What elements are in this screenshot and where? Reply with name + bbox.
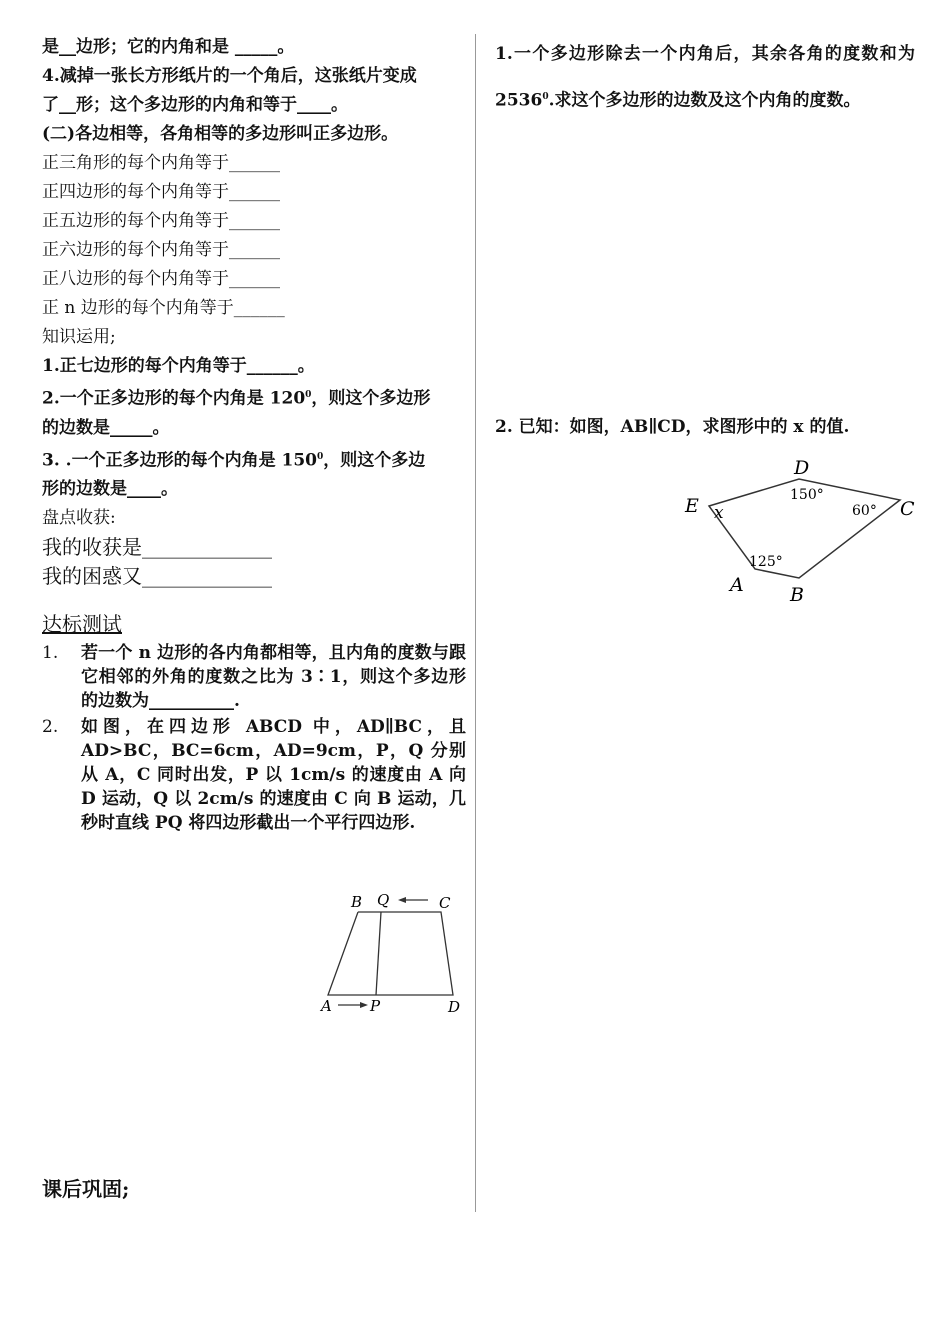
trapezoid-figure — [318, 888, 468, 1018]
label-a: A — [321, 997, 332, 1015]
label-d: D — [448, 998, 461, 1016]
knowledge-title: 知识运用; — [42, 327, 116, 347]
knowledge-q3: 3. .一个正多边形的每个内角是 $150^0$，则这个多边 — [42, 450, 426, 471]
right-column — [495, 33, 915, 606]
segment-pq — [376, 912, 381, 995]
line-cut-corner-1: 4.减掉一张长方形纸片的一个角后，这张纸片变成 — [42, 66, 417, 86]
label-b: B — [790, 584, 804, 606]
label-c: C — [439, 894, 451, 912]
pentagon-figure — [678, 458, 918, 613]
test-title: 达标测试 — [42, 612, 122, 637]
line-ngon-angle: 正 n 边形的每个内角等于______ — [42, 298, 285, 318]
line-pentagon-angle: 正五边形的每个内角等于______ — [42, 211, 280, 231]
line-square-angle: 正四边形的每个内角等于______ — [42, 182, 280, 202]
test-q1: 1. 若一个 n 边形的各内角都相等，且内角的度数与跟它相邻的外角的度数之比为 3∶1，则这个多边形的边数为__________. — [42, 643, 466, 712]
knowledge-q3-line2: 形的边数是____。 — [42, 479, 178, 500]
my-confusion: 我的困惑又_____________ — [42, 564, 272, 589]
column-divider — [475, 34, 476, 1212]
my-gain: 我的收获是_____________ — [42, 535, 272, 560]
line-polygon-sides: 是__边形；它的内角和是 _____。 — [42, 37, 295, 57]
right-q2: 2. 已知：如图，AB∥CD，求图形中的 x 的值. — [495, 417, 850, 437]
label-x: x — [714, 503, 724, 523]
knowledge-q1: 1.正七边形的每个内角等于______。 — [42, 356, 315, 376]
label-p: P — [370, 997, 381, 1015]
right-q1: 1.一个多边形除去一个内角后，其余各角的度数和为 2536$^0$.求这个多边形的边数及这个内角的度数。 — [495, 44, 915, 111]
angle-a: 125° — [749, 554, 783, 570]
angle-c: 60° — [852, 503, 877, 519]
angle-d: 150° — [790, 487, 824, 503]
label-e: E — [685, 495, 699, 517]
label-a: A — [730, 574, 744, 596]
label-q: Q — [377, 891, 390, 909]
line-octagon-angle: 正八边形的每个内角等于______ — [42, 269, 280, 289]
label-c: C — [900, 498, 915, 520]
line-triangle-angle: 正三角形的每个内角等于______ — [42, 153, 280, 173]
label-d: D — [794, 458, 810, 479]
trapezoid-outline — [328, 912, 453, 995]
arrow-p-head — [360, 1002, 368, 1008]
line-hexagon-angle: 正六边形的每个内角等于______ — [42, 240, 280, 260]
knowledge-q2: 2.一个正多边形的每个内角是 $120^0$，则这个多边形 — [42, 388, 431, 409]
test-q2: 2. 如图，在四边形 ABCD 中，AD∥BC，且 AD>BC，BC=6cm，AD=9cm，P，Q 分别从 A，C 同时出发，P 以 1cm/s 的速度由 A 向 D 运动，Q 以 2cm/s 的速度由 C 向 B 运动，几秒时直线 PQ 将四边形截出一个平行四边形. — [42, 717, 466, 834]
knowledge-q2-line2: 的边数是_____。 — [42, 417, 170, 438]
summary-title: 盘点收获: — [42, 508, 116, 529]
line-cut-corner-2: 了__形；这个多边形的内角和等于____。 — [42, 95, 348, 115]
after-class-title: 课后巩固; — [42, 1177, 130, 1201]
line-regular-polygon-def: (二)各边相等，各角相等的多边形叫正多边形。 — [42, 124, 399, 144]
arrow-q-head — [398, 897, 406, 903]
label-b: B — [351, 893, 363, 911]
left-column — [42, 33, 466, 835]
